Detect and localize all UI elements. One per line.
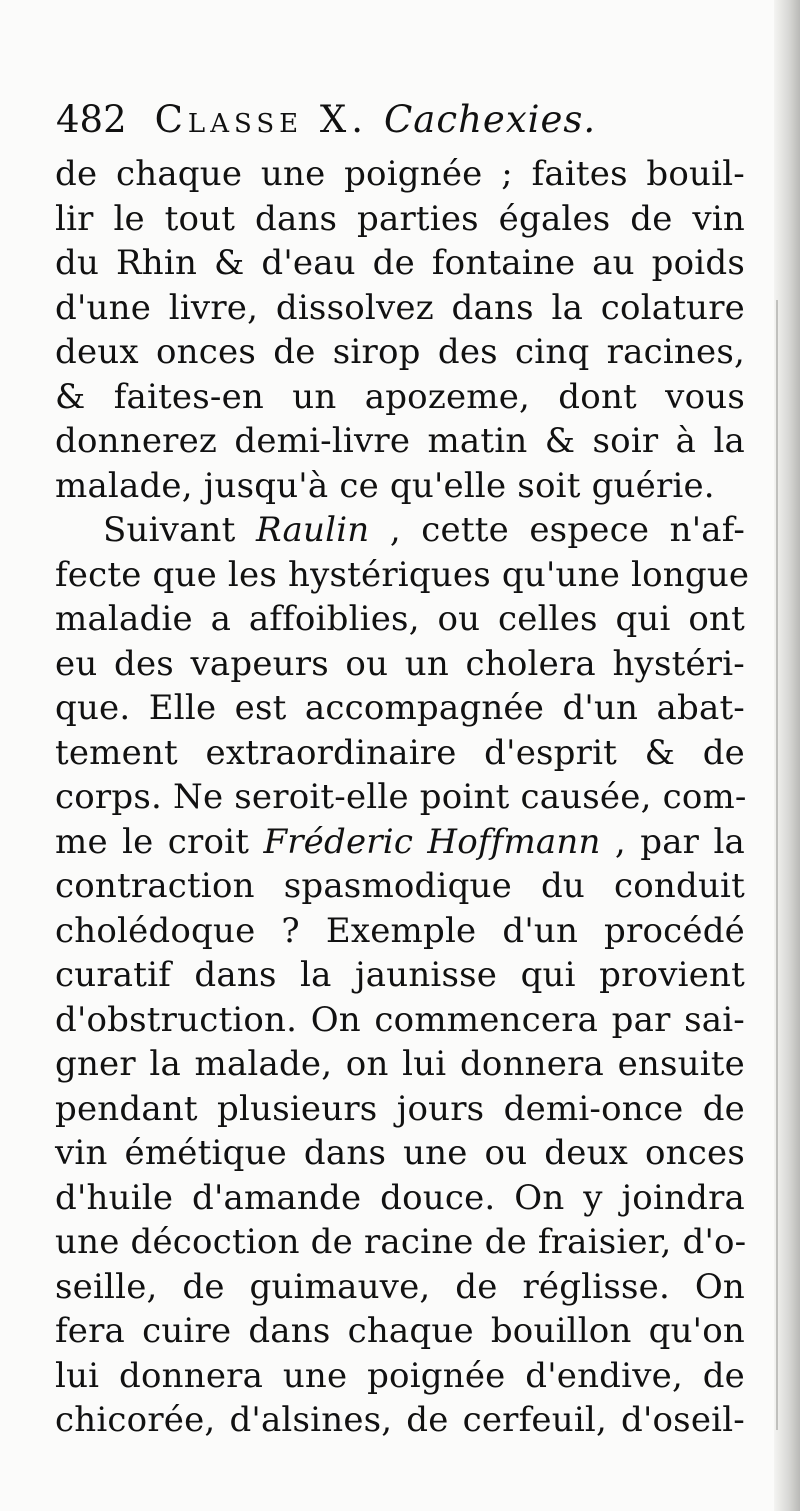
text-line: seille, de guimauve, de réglisse. On: [55, 1266, 745, 1307]
text-line: une décoction de racine de fraisier, d'o-: [55, 1222, 747, 1262]
text-line: deux onces de sirop des cinq racines,: [55, 332, 745, 372]
text-line: contraction spasmodique du conduit: [55, 866, 745, 906]
text-run: , par la: [600, 821, 745, 862]
text-line: maladie a affoiblies, ou celles qui ont: [55, 599, 745, 639]
text-line: lir le tout dans parties égales de vin: [55, 198, 745, 239]
class-title: Classe X.: [154, 98, 368, 141]
text-line: que. Elle est accompagnée d'un abat-: [55, 688, 745, 728]
author-name-raulin: Raulin: [255, 510, 370, 550]
text-line: tement extraordinaire d'esprit & de: [55, 732, 745, 773]
text-line: du Rhin & d'eau de fontaine au poids: [55, 243, 745, 283]
text-line: cholédoque ? Exemple d'un procédé: [55, 910, 745, 951]
text-line: de chaque une poignée ; faites bouil-: [55, 154, 745, 194]
text-line: fera cuire dans chaque bouillon qu'on: [55, 1311, 745, 1351]
body-text: [55, 152, 750, 1443]
text-run: Suivant: [103, 510, 256, 550]
text-line: corps. Ne seroit-elle point causée, com-: [55, 777, 747, 817]
text-run: , cette espece n'af-: [369, 510, 746, 550]
author-name-hoffmann: Fréderic Hoffmann: [263, 821, 601, 862]
text-line: curatif dans la jaunisse qui provient: [55, 955, 745, 995]
page-edge-line: [776, 300, 778, 1430]
text-line: vin émétique dans une ou deux onces: [55, 1133, 745, 1173]
section-title: Cachexies.: [384, 98, 597, 141]
text-line: d'une livre, dissolvez dans la colature: [55, 287, 745, 328]
text-line: chicorée, d'alsines, de cerfeuil, d'oseil-: [55, 1400, 745, 1440]
text-line: d'obstruction. On commencera par sai-: [55, 999, 745, 1040]
text-line: eu des vapeurs ou un cholera hystéri-: [55, 643, 745, 684]
text-line-paragraph-start: [55, 508, 745, 553]
text-line: [55, 820, 745, 865]
text-line: pendant plusieurs jours demi-once de: [55, 1088, 745, 1129]
text-line: malade, jusqu'à ce qu'elle soit guérie.: [55, 465, 715, 506]
text-line: donnerez demi-livre matin & soir à la: [55, 421, 745, 461]
running-header: [56, 95, 596, 145]
text-line: d'huile d'amande douce. On y joindra: [55, 1177, 745, 1218]
text-line: lui donnera une poignée d'endive, de: [55, 1355, 745, 1396]
page-number: 482: [56, 98, 127, 141]
text-line: & faites-en un apozeme, dont vous: [55, 376, 745, 417]
text-run: me le croit: [55, 821, 264, 862]
text-line: fecte que les hystériques qu'une longue: [55, 554, 750, 595]
text-line: gner la malade, on lui donnera ensuite: [55, 1044, 745, 1084]
